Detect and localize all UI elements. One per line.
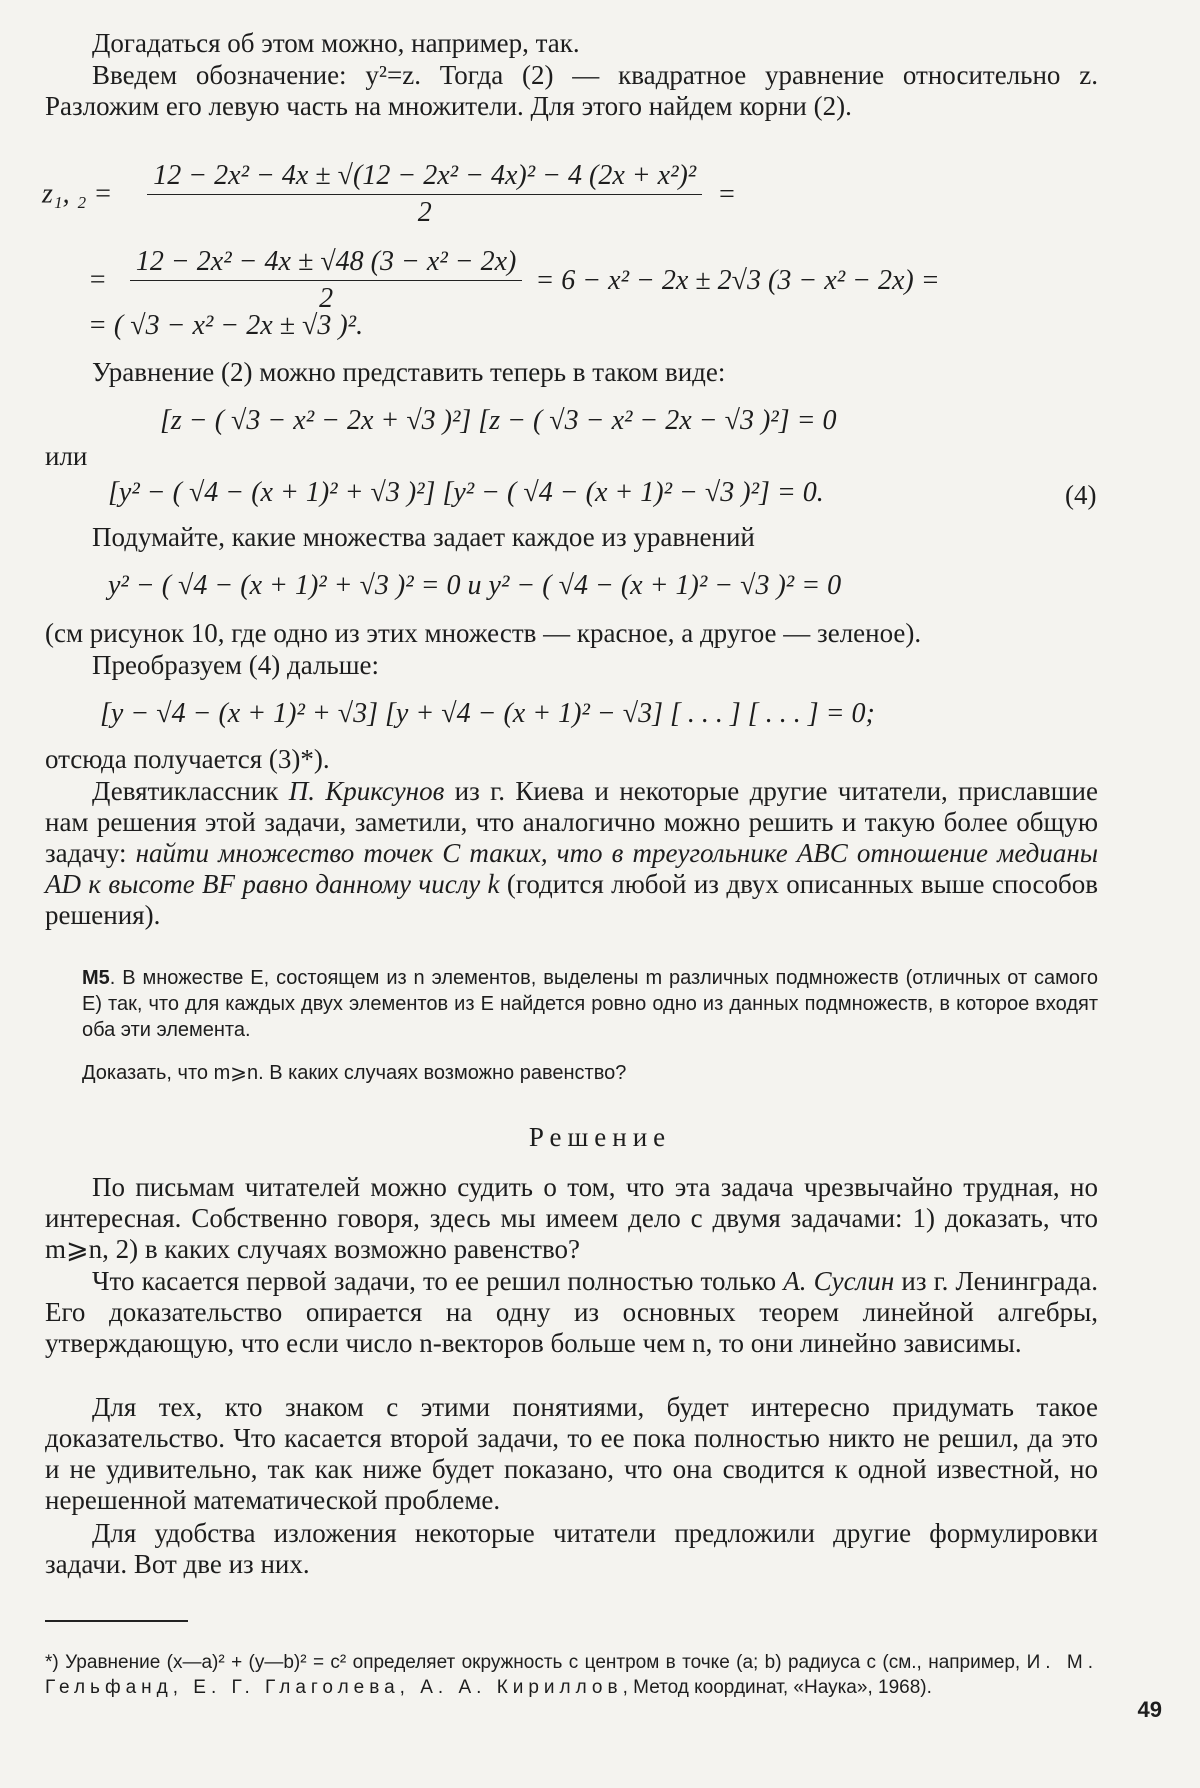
paragraph-see-figure: (см рисунок 10, где одно из этих множеств — красное, а другое — зеленое). bbox=[45, 618, 922, 648]
problem-m5-prove: Доказать, что m⩾n. В каких случаях возможно равенство? bbox=[82, 1062, 627, 1084]
paragraph-think: Подумайте, какие множества задает каждое из уравнений bbox=[92, 522, 755, 552]
footnote-authors: И. М. Гельфанд, Е. Г. Глаголева, А. А. Кириллов bbox=[45, 1652, 1098, 1698]
word-or: или bbox=[45, 441, 88, 471]
paragraph-transform: Преобразуем (4) дальше: bbox=[92, 650, 380, 680]
equation-number-4: (4) bbox=[1065, 480, 1097, 510]
problem-m5 bbox=[82, 965, 1098, 1043]
formula-z12-denominator: 2 bbox=[417, 197, 432, 228]
problem-m5-label: М5 bbox=[82, 967, 110, 989]
text-segment: из г. Ленинграда. Его доказательство опирается на одну из основных теорем линейной алгебры, утверждающую, что если число n-векторов больше чем n, то они линейно зависимы. bbox=[45, 1266, 1098, 1358]
text-segment: Девятиклассник bbox=[92, 776, 289, 806]
formula-further: [y − √4 − (x + 1)² + √3] [y + √4 − (x + 1)² − √3] [ . . . ] [ . . . ] = 0; bbox=[100, 698, 875, 729]
formula-line2-rest: = 6 − x² − 2x ± 2√3 (3 − x² − 2x) = bbox=[535, 264, 940, 296]
formula-z12-numerator: 12 − 2x² − 4x ± √(12 − 2x² − 4x)² − 4 (2x + x²)² bbox=[147, 160, 702, 195]
formula-line2-fraction bbox=[130, 246, 522, 315]
formula-line2 bbox=[88, 246, 940, 315]
paragraph-letters: По письмам читателей можно судить о том, что эта задача чрезвычайно трудная, но интересная. Собственно говоря, здесь мы имеем дело с двумя задачами: 1) доказать, что m⩾n, 2) в каких случаях возможно равенство? bbox=[45, 1172, 1098, 1264]
text-segment: из г. Киева и некоторые другие читатели, приславшие нам решения этой задачи, заметили, что аналогично можно решить и такую более общую задачу: bbox=[45, 776, 1098, 868]
text-segment: *) Уравнение (x—a)² + (y—b)² = c² определяет окружность с центром в точке (a; b) радиуса c (см., например, bbox=[45, 1652, 1027, 1673]
text-segment: , Метод координат, «Наука», 1968). bbox=[622, 1677, 932, 1698]
author-name: А. Суслин bbox=[783, 1266, 895, 1296]
formula-factor-z: [z − ( √3 − x² − 2x + √3 )²] [z − ( √3 − x² − 2x − √3 )²] = 0 bbox=[160, 405, 837, 436]
paragraph-hence: отсюда получается (3)*). bbox=[45, 744, 330, 774]
formula-line2-lead: = bbox=[88, 264, 107, 296]
paragraph-suslin bbox=[45, 1266, 1098, 1359]
formula-z12-fraction bbox=[147, 160, 702, 229]
formula-factor-y: [y² − ( √4 − (x + 1)² + √3 )²] [y² − ( √4 − (x + 1)² − √3 )²] = 0. bbox=[108, 477, 824, 508]
formula-z12 bbox=[42, 160, 736, 229]
footnote-divider bbox=[45, 1620, 188, 1622]
text-segment: (годится любой из двух описанных выше способов решения). bbox=[45, 869, 1098, 930]
general-task: найти множество точек C таких, что в треугольнике ABC отношение медианы AD к высоте BF равно данному числу k bbox=[45, 838, 1099, 899]
author-name: П. Криксунов bbox=[288, 776, 445, 806]
formula-line2-numerator: 12 − 2x² − 4x ± √48 (3 − x² − 2x) bbox=[130, 246, 522, 281]
paragraph-convenience: Для удобства изложения некоторые читатели предложили другие формулировки задачи. Вот две из них. bbox=[45, 1518, 1098, 1579]
formula-line2-denominator: 2 bbox=[319, 283, 334, 314]
formula-z12-equals: = bbox=[717, 178, 737, 210]
paragraph-concepts: Для тех, кто знаком с этими понятиями, будет интересно придумать такое доказательство. Что касается второй задачи, то ее пока полностью никто не решил, да это и не удивительно, так как ниже будет показано, что она сводится к одной известной, но нерешенной математической проблеме. bbox=[45, 1392, 1098, 1515]
section-heading-solution: Решение bbox=[528, 1122, 672, 1152]
footnote bbox=[45, 1650, 1098, 1700]
paragraph-represent: Уравнение (2) можно представить теперь в таком виде: bbox=[92, 357, 726, 387]
page-number: 49 bbox=[1137, 1697, 1162, 1722]
paragraph-guess: Догадаться об этом можно, например, так. bbox=[92, 28, 580, 58]
formula-two-sets: y² − ( √4 − (x + 1)² + √3 )² = 0 и y² − ( √4 − (x + 1)² − √3 )² = 0 bbox=[108, 570, 842, 601]
formula-z12-lhs: z₁, ₂ = bbox=[42, 178, 113, 210]
problem-m5-text: . В множестве E, состоящем из n элементов, выделены m различных подмножеств (отличных от самого E) так, что для каждых двух элементов из E найдется ровно одно из данных подмножеств, в которое входят оба эти элемента. bbox=[82, 967, 1098, 1041]
paragraph-kriksunov bbox=[45, 776, 1098, 931]
formula-line3: = ( √3 − x² − 2x ± √3 )². bbox=[88, 310, 364, 341]
text-segment: Что касается первой задачи, то ее решил полностью только bbox=[92, 1266, 784, 1296]
paragraph-notation: Введем обозначение: y²=z. Тогда (2) — квадратное уравнение относительно z. Разложим его левую часть на множители. Для этого найдем корни (2). bbox=[45, 60, 1098, 121]
